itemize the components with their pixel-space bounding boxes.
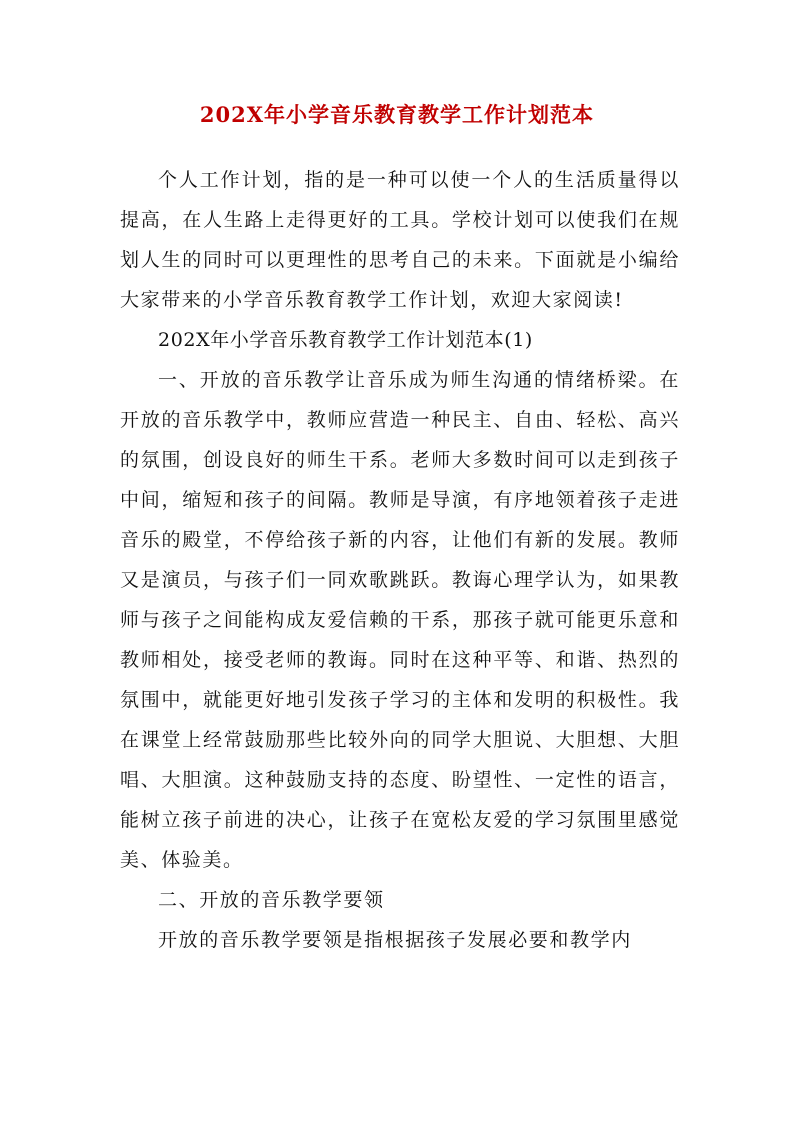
section-heading: 202X年小学音乐教育教学工作计划范本(1) bbox=[158, 329, 533, 351]
document-body bbox=[120, 160, 680, 960]
intro-paragraph: 个人工作计划，指的是一种可以使一个人的生活质量得以提高，在人生路上走得更好的工具。学校计划可以使我们在规划人生的同时可以更理性的思考自己的未来。下面就是小编给大家带来的小学音乐教育教学工作计划，欢迎大家阅读! bbox=[120, 169, 680, 311]
body-paragraph: 开放的音乐教学要领是指根据孩子发展必要和教学内 bbox=[158, 929, 632, 951]
body-paragraph: 一、开放的音乐教学让音乐成为师生沟通的情绪桥梁。在开放的音乐教学中，教师应营造一种民主、自由、轻松、高兴的氛围，创设良好的师生干系。老师大多数时间可以走到孩子中间，缩短和孩子的间隔。教师是导演，有序地领着孩子走进音乐的殿堂，不停给孩子新的内容，让他们有新的发展。教师又是演员，与孩子们一同欢歌跳跃。教诲心理学认为，如果教师与孩子之间能构成友爱信赖的干系，那孩子就可能更乐意和教师相处，接受老师的教诲。同时在这种平等、和谐、热烈的氛围中，就能更好地引发孩子学习的主体和发明的积极性。我在课堂上经常鼓励那些比较外向的同学大胆说、大胆想、大胆唱、大胆演。这种鼓励支持的态度、盼望性、一定性的语言，能树立孩子前进的决心，让孩子在宽松友爱的学习氛围里感觉美、体验美。 bbox=[120, 369, 680, 871]
document-title: 202X年小学音乐教育教学工作计划范本 bbox=[199, 102, 595, 127]
subsection-heading: 二、开放的音乐教学要领 bbox=[158, 889, 385, 911]
